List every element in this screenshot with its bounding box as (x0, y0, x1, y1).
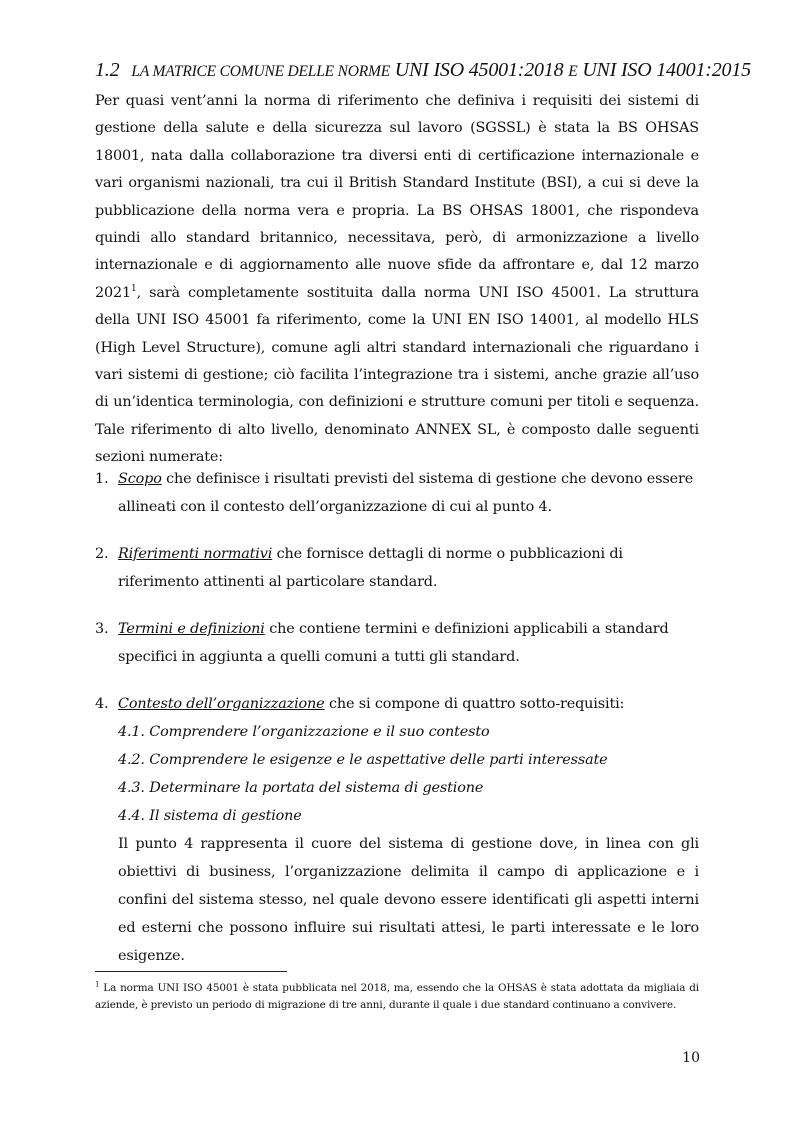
section-title-standard-1: UNI ISO 45001:2018 (394, 59, 564, 81)
section-title-standard-2: UNI ISO 14001:2015 (582, 59, 751, 81)
footnote-reference[interactable]: 1 (131, 284, 137, 295)
list-item-text: che definisce i risultati previsti del sistema di gestione che devono essere allineati con il contesto dell’organizzazione di cui al punto 4. (118, 471, 694, 515)
list-item (95, 615, 699, 671)
annex-sl-sections-list (95, 465, 699, 989)
footnote-marker: 1 (95, 980, 100, 989)
subitem: 4.3. Determinare la portata del sistema di gestione (118, 780, 484, 796)
list-item-number: 2. (95, 546, 109, 562)
footnote (95, 980, 699, 1013)
list-item-term: Termini e definizioni (118, 621, 265, 637)
list-item-number: 4. (95, 696, 109, 712)
intro-paragraph-part2: , sarà completamente sostituita dalla norma UNI ISO 45001. La struttura della UNI ISO 45001 fa riferimento, come la UNI EN ISO 14001, al modello HLS (High Level Structure), comune agli altri standard internazionali che riguardano i vari sistemi di gestione; ciò facilita l’integrazione tra i sistemi, anche grazie all’uso di un’identica terminologia, con definizioni e strutture comuni per titoli e sequenza. Tale riferimento di alto livello, denominato ANNEX SL, è composto dalle seguenti sezioni numerate: (95, 284, 699, 466)
intro-paragraph-part1: Per quasi vent’anni la norma di riferimento che definiva i requisiti dei sistemi di gestione della salute e della sicurezza sul lavoro (SGSSL) è stata la BS OHSAS 18001, nata dalla collaborazione tra diversi enti di certificazione internazionale e vari organismi nazionali, tra cui il British Standard Institute (BSI), a cui si deve la pubblicazione della norma vera e propria. La BS OHSAS 18001, che rispondeva quindi allo standard britannico, necessitava, però, di armonizzazione a livello internazionale e di aggiornamento alle nuove sfide da affrontare e, dal 12 marzo 2021 (95, 93, 699, 301)
list-item-number: 3. (95, 621, 109, 637)
footnote-separator (95, 971, 287, 972)
footnote-text: La norma UNI ISO 45001 è stata pubblicata nel 2018, ma, essendo che la OHSAS è stata adottata da migliaia di aziende, è previsto un periodo di migrazione di tre anni, durante il quale i due standard continuano a convivere. (95, 982, 699, 1011)
subitem: 4.1. Comprendere l’organizzazione e il suo contesto (118, 724, 490, 740)
list-item-term: Riferimenti normativi (118, 546, 273, 562)
list-item-term: Contesto dell’organizzazione (118, 696, 325, 712)
list-item-text: che fornisce dettagli di norme o pubblicazioni di riferimento attinenti al particolare standard. (118, 546, 623, 590)
section-number: 1.2 (95, 59, 120, 81)
list-item-explanation: Il punto 4 rappresenta il cuore del sistema di gestione dove, in linea con gli obiettivi di business, l’organizzazione delimita il campo di applicazione e i confini del sistema stesso, nel quale devono essere identificati gli aspetti interni ed esterni che possono influire sui risultati attesi, le parti interessate e le loro esigenze. (118, 836, 699, 964)
intro-paragraph (95, 88, 699, 472)
list-item-text: che contiene termini e definizioni applicabili a standard specifici in aggiunta a quelli comuni a tutti gli standard. (118, 621, 669, 665)
list-item-term: Scopo (118, 471, 162, 487)
subitem: 4.2. Comprendere le esigenze e le aspettative delle parti interessate (118, 752, 608, 768)
list-item (95, 540, 699, 596)
subitem: 4.4. Il sistema di gestione (118, 808, 302, 824)
section-heading (95, 57, 751, 85)
list-item (95, 690, 699, 970)
section-title-smallcaps-2: E (568, 63, 578, 80)
section-title-smallcaps-1: LA MATRICE COMUNE DELLE NORME (131, 63, 390, 80)
page-number: 10 (682, 1050, 700, 1066)
list-item-text: che si compone di quattro sotto-requisiti: (324, 696, 625, 712)
list-item-number: 1. (95, 471, 109, 487)
list-item (95, 465, 699, 521)
